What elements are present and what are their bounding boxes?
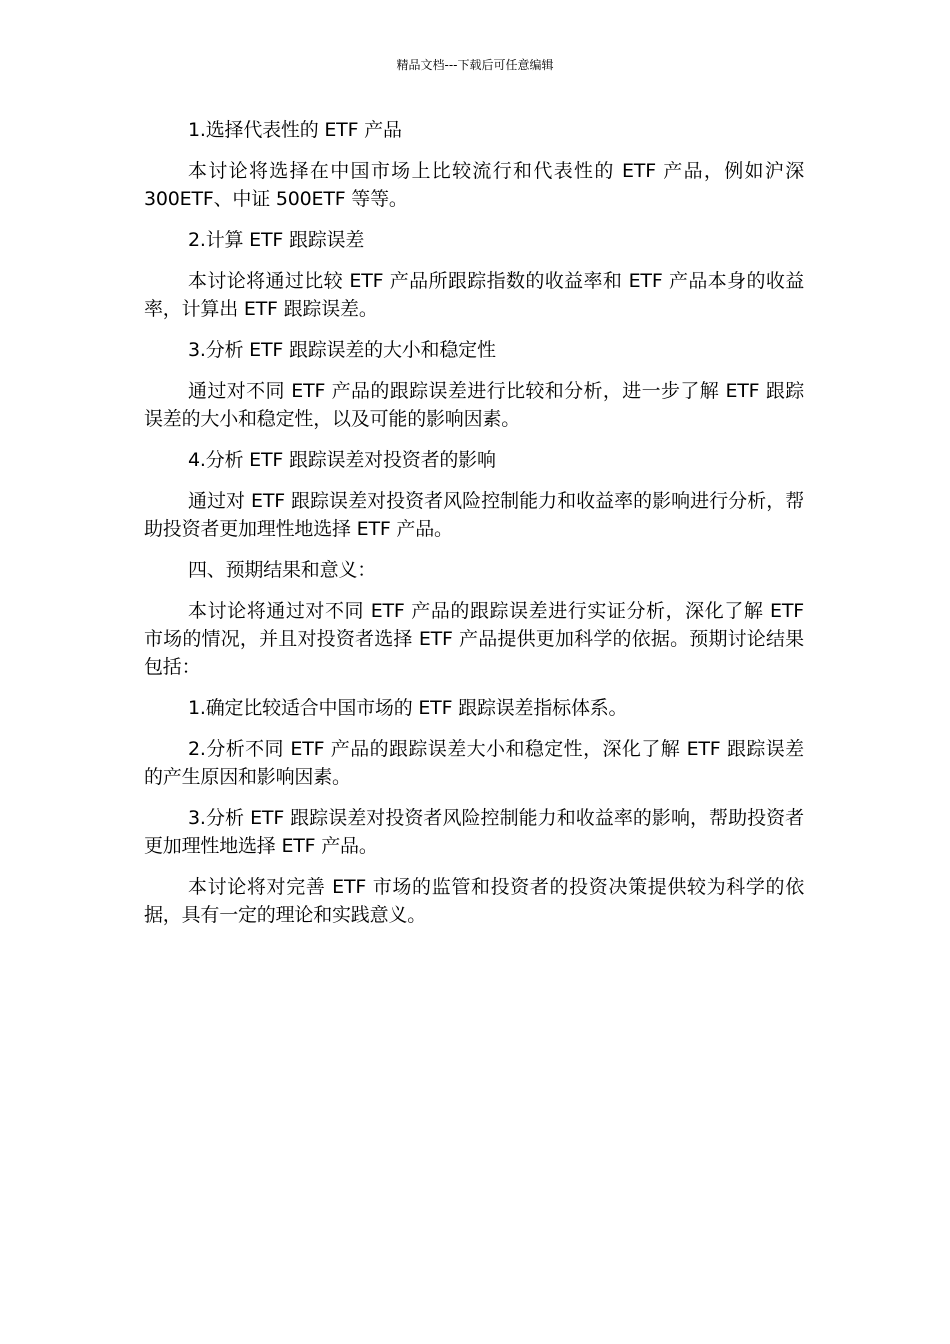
document-body (144, 116, 804, 942)
paragraph-select-etf: 本讨论将选择在中国市场上比较流行和代表性的 ETF 产品，例如沪深 300ETF、中证 500ETF 等等。 (144, 160, 804, 210)
section-heading-analyze-size: 3.分析 ETF 跟踪误差的大小和稳定性 (188, 339, 496, 361)
section-heading-analyze-impact: 4.分析 ETF 跟踪误差对投资者的影响 (188, 449, 496, 471)
paragraph-compute-error: 本讨论将通过比较 ETF 产品所跟踪指数的收益率和 ETF 产品本身的收益率，计算出 ETF 跟踪误差。 (144, 270, 804, 320)
paragraph-expected-results: 本讨论将通过对不同 ETF 产品的跟踪误差进行实证分析，深化了解 ETF 市场的情况，并且对投资者选择 ETF 产品提供更加科学的依据。预期讨论结果包括： (144, 600, 804, 678)
section-heading-select-etf: 1.选择代表性的 ETF 产品 (188, 119, 402, 141)
section-heading-compute-error: 2.计算 ETF 跟踪误差 (188, 229, 365, 251)
result-item-1: 1.确定比较适合中国市场的 ETF 跟踪误差指标体系。 (188, 697, 628, 719)
paragraph-significance: 本讨论将对完善 ETF 市场的监管和投资者的投资决策提供较为科学的依据，具有一定的理论和实践意义。 (144, 876, 804, 926)
result-item-3: 3.分析 ETF 跟踪误差对投资者风险控制能力和收益率的影响，帮助投资者更加理性地选择 ETF 产品。 (144, 807, 804, 857)
page-header: 精品文档---下载后可任意编辑 (396, 58, 554, 72)
paragraph-analyze-impact: 通过对 ETF 跟踪误差对投资者风险控制能力和收益率的影响进行分析，帮助投资者更加理性地选择 ETF 产品。 (144, 490, 804, 540)
section-heading-expected-results: 四、预期结果和意义： (188, 559, 377, 581)
paragraph-analyze-size: 通过对不同 ETF 产品的跟踪误差进行比较和分析，进一步了解 ETF 跟踪误差的大小和稳定性，以及可能的影响因素。 (144, 380, 804, 430)
result-item-2: 2.分析不同 ETF 产品的跟踪误差大小和稳定性，深化了解 ETF 跟踪误差的产生原因和影响因素。 (144, 738, 804, 788)
